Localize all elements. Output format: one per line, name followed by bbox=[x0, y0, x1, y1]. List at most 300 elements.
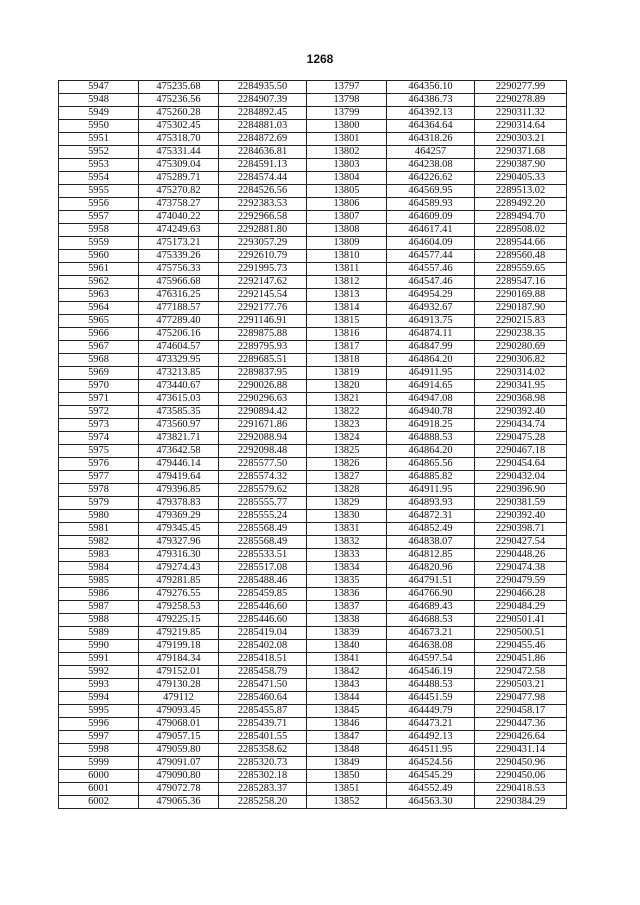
y-coordinate-cell: 2290392.40 bbox=[475, 510, 567, 523]
x-coordinate-cell: 479152.01 bbox=[139, 666, 219, 679]
x-coordinate-cell: 464947.08 bbox=[387, 393, 475, 406]
y-coordinate-cell: 2290187.90 bbox=[475, 302, 567, 315]
y-coordinate-cell: 2285574.32 bbox=[219, 471, 307, 484]
x-coordinate-cell: 464638.08 bbox=[387, 640, 475, 653]
x-coordinate-cell: 475270.82 bbox=[139, 185, 219, 198]
y-coordinate-cell: 2284881.03 bbox=[219, 120, 307, 133]
point-id-cell: 5956 bbox=[59, 198, 139, 211]
point-id-cell: 13811 bbox=[307, 263, 387, 276]
x-coordinate-cell: 475318.70 bbox=[139, 133, 219, 146]
table-row bbox=[59, 146, 567, 159]
table-row bbox=[59, 783, 567, 796]
table-row bbox=[59, 315, 567, 328]
y-coordinate-cell: 2284892.45 bbox=[219, 107, 307, 120]
point-id-cell: 13812 bbox=[307, 276, 387, 289]
x-coordinate-cell: 475339.26 bbox=[139, 250, 219, 263]
y-coordinate-cell: 2290396.90 bbox=[475, 484, 567, 497]
point-id-cell: 5957 bbox=[59, 211, 139, 224]
point-id-cell: 13836 bbox=[307, 588, 387, 601]
table-row bbox=[59, 159, 567, 172]
y-coordinate-cell: 2290215.83 bbox=[475, 315, 567, 328]
y-coordinate-cell: 2285446.60 bbox=[219, 614, 307, 627]
x-coordinate-cell: 479378.83 bbox=[139, 497, 219, 510]
y-coordinate-cell: 2290341.95 bbox=[475, 380, 567, 393]
x-coordinate-cell: 477188.57 bbox=[139, 302, 219, 315]
y-coordinate-cell: 2290278.89 bbox=[475, 94, 567, 107]
y-coordinate-cell: 2293057.29 bbox=[219, 237, 307, 250]
point-id-cell: 5947 bbox=[59, 81, 139, 94]
x-coordinate-cell: 464589.93 bbox=[387, 198, 475, 211]
page-number: 1268 bbox=[306, 52, 334, 66]
x-coordinate-cell: 475289.71 bbox=[139, 172, 219, 185]
x-coordinate-cell: 479316.30 bbox=[139, 549, 219, 562]
x-coordinate-cell: 479345.45 bbox=[139, 523, 219, 536]
point-id-cell: 5960 bbox=[59, 250, 139, 263]
table-row bbox=[59, 731, 567, 744]
table-row bbox=[59, 289, 567, 302]
y-coordinate-cell: 2290450.06 bbox=[475, 770, 567, 783]
point-id-cell: 13801 bbox=[307, 133, 387, 146]
point-id-cell: 5984 bbox=[59, 562, 139, 575]
x-coordinate-cell: 479072.78 bbox=[139, 783, 219, 796]
y-coordinate-cell: 2285460.64 bbox=[219, 692, 307, 705]
y-coordinate-cell: 2292881.80 bbox=[219, 224, 307, 237]
x-coordinate-cell: 464557.46 bbox=[387, 263, 475, 276]
y-coordinate-cell: 2289875.88 bbox=[219, 328, 307, 341]
x-coordinate-cell: 464913.75 bbox=[387, 315, 475, 328]
table-row bbox=[59, 692, 567, 705]
table-row bbox=[59, 198, 567, 211]
x-coordinate-cell: 479419.64 bbox=[139, 471, 219, 484]
y-coordinate-cell: 2285358.62 bbox=[219, 744, 307, 757]
point-id-cell: 5986 bbox=[59, 588, 139, 601]
x-coordinate-cell: 464492.13 bbox=[387, 731, 475, 744]
point-id-cell: 13829 bbox=[307, 497, 387, 510]
y-coordinate-cell: 2291671.86 bbox=[219, 419, 307, 432]
x-coordinate-cell: 473821.71 bbox=[139, 432, 219, 445]
y-coordinate-cell: 2290431.14 bbox=[475, 744, 567, 757]
point-id-cell: 5975 bbox=[59, 445, 139, 458]
x-coordinate-cell: 475966.68 bbox=[139, 276, 219, 289]
point-id-cell: 13802 bbox=[307, 146, 387, 159]
point-id-cell: 13833 bbox=[307, 549, 387, 562]
y-coordinate-cell: 2289837.95 bbox=[219, 367, 307, 380]
point-id-cell: 13830 bbox=[307, 510, 387, 523]
point-id-cell: 13852 bbox=[307, 796, 387, 809]
table-row bbox=[59, 185, 567, 198]
point-id-cell: 5972 bbox=[59, 406, 139, 419]
y-coordinate-cell: 2292088.94 bbox=[219, 432, 307, 445]
point-id-cell: 5963 bbox=[59, 289, 139, 302]
y-coordinate-cell: 2292966.58 bbox=[219, 211, 307, 224]
x-coordinate-cell: 479068.01 bbox=[139, 718, 219, 731]
point-id-cell: 13844 bbox=[307, 692, 387, 705]
x-coordinate-cell: 464865.56 bbox=[387, 458, 475, 471]
x-coordinate-cell: 473642.58 bbox=[139, 445, 219, 458]
y-coordinate-cell: 2289559.65 bbox=[475, 263, 567, 276]
point-id-cell: 13806 bbox=[307, 198, 387, 211]
x-coordinate-cell: 479446.14 bbox=[139, 458, 219, 471]
point-id-cell: 5965 bbox=[59, 315, 139, 328]
point-id-cell: 13838 bbox=[307, 614, 387, 627]
y-coordinate-cell: 2285418.51 bbox=[219, 653, 307, 666]
y-coordinate-cell: 2290384.29 bbox=[475, 796, 567, 809]
x-coordinate-cell: 464488.53 bbox=[387, 679, 475, 692]
coordinates-table bbox=[58, 80, 567, 809]
point-id-cell: 5999 bbox=[59, 757, 139, 770]
table-row bbox=[59, 627, 567, 640]
y-coordinate-cell: 2290381.59 bbox=[475, 497, 567, 510]
table-row bbox=[59, 601, 567, 614]
x-coordinate-cell: 464238.08 bbox=[387, 159, 475, 172]
point-id-cell: 5995 bbox=[59, 705, 139, 718]
y-coordinate-cell: 2285568.49 bbox=[219, 523, 307, 536]
y-coordinate-cell: 2291995.73 bbox=[219, 263, 307, 276]
table-row bbox=[59, 705, 567, 718]
y-coordinate-cell: 2292147.62 bbox=[219, 276, 307, 289]
table-row bbox=[59, 653, 567, 666]
point-id-cell: 5968 bbox=[59, 354, 139, 367]
y-coordinate-cell: 2290371.68 bbox=[475, 146, 567, 159]
x-coordinate-cell: 464473.21 bbox=[387, 718, 475, 731]
y-coordinate-cell: 2290450.96 bbox=[475, 757, 567, 770]
y-coordinate-cell: 2290311.32 bbox=[475, 107, 567, 120]
y-coordinate-cell: 2290405.33 bbox=[475, 172, 567, 185]
x-coordinate-cell: 464864.20 bbox=[387, 354, 475, 367]
point-id-cell: 13800 bbox=[307, 120, 387, 133]
point-id-cell: 13798 bbox=[307, 94, 387, 107]
table-row bbox=[59, 640, 567, 653]
point-id-cell: 6001 bbox=[59, 783, 139, 796]
x-coordinate-cell: 475309.04 bbox=[139, 159, 219, 172]
y-coordinate-cell: 2285258.20 bbox=[219, 796, 307, 809]
table-row bbox=[59, 94, 567, 107]
point-id-cell: 13849 bbox=[307, 757, 387, 770]
table-row bbox=[59, 172, 567, 185]
y-coordinate-cell: 2289492.20 bbox=[475, 198, 567, 211]
x-coordinate-cell: 479281.85 bbox=[139, 575, 219, 588]
point-id-cell: 5952 bbox=[59, 146, 139, 159]
y-coordinate-cell: 2285320.73 bbox=[219, 757, 307, 770]
table-row bbox=[59, 432, 567, 445]
y-coordinate-cell: 2290474.38 bbox=[475, 562, 567, 575]
point-id-cell: 5979 bbox=[59, 497, 139, 510]
point-id-cell: 5971 bbox=[59, 393, 139, 406]
point-id-cell: 5973 bbox=[59, 419, 139, 432]
point-id-cell: 13851 bbox=[307, 783, 387, 796]
x-coordinate-cell: 464932.67 bbox=[387, 302, 475, 315]
y-coordinate-cell: 2285458.79 bbox=[219, 666, 307, 679]
point-id-cell: 5990 bbox=[59, 640, 139, 653]
point-id-cell: 13841 bbox=[307, 653, 387, 666]
y-coordinate-cell: 2289560.48 bbox=[475, 250, 567, 263]
y-coordinate-cell: 2284872.69 bbox=[219, 133, 307, 146]
table-row bbox=[59, 302, 567, 315]
y-coordinate-cell: 2290458.17 bbox=[475, 705, 567, 718]
x-coordinate-cell: 464451.59 bbox=[387, 692, 475, 705]
y-coordinate-cell: 2290368.98 bbox=[475, 393, 567, 406]
y-coordinate-cell: 2292383.53 bbox=[219, 198, 307, 211]
y-coordinate-cell: 2290447.36 bbox=[475, 718, 567, 731]
point-id-cell: 5980 bbox=[59, 510, 139, 523]
point-id-cell: 5997 bbox=[59, 731, 139, 744]
y-coordinate-cell: 2290503.21 bbox=[475, 679, 567, 692]
point-id-cell: 5985 bbox=[59, 575, 139, 588]
x-coordinate-cell: 473440.67 bbox=[139, 380, 219, 393]
point-id-cell: 13840 bbox=[307, 640, 387, 653]
y-coordinate-cell: 2290296.63 bbox=[219, 393, 307, 406]
table-row bbox=[59, 419, 567, 432]
point-id-cell: 5988 bbox=[59, 614, 139, 627]
point-id-cell: 5951 bbox=[59, 133, 139, 146]
table-row bbox=[59, 523, 567, 536]
y-coordinate-cell: 2285283.37 bbox=[219, 783, 307, 796]
y-coordinate-cell: 2290418.53 bbox=[475, 783, 567, 796]
point-id-cell: 5959 bbox=[59, 237, 139, 250]
x-coordinate-cell: 464888.53 bbox=[387, 432, 475, 445]
x-coordinate-cell: 464838.07 bbox=[387, 536, 475, 549]
table-row bbox=[59, 406, 567, 419]
y-coordinate-cell: 2290454.64 bbox=[475, 458, 567, 471]
y-coordinate-cell: 2292610.79 bbox=[219, 250, 307, 263]
point-id-cell: 13797 bbox=[307, 81, 387, 94]
y-coordinate-cell: 2290169.88 bbox=[475, 289, 567, 302]
y-coordinate-cell: 2290426.64 bbox=[475, 731, 567, 744]
x-coordinate-cell: 464511.95 bbox=[387, 744, 475, 757]
y-coordinate-cell: 2290427.54 bbox=[475, 536, 567, 549]
point-id-cell: 5974 bbox=[59, 432, 139, 445]
y-coordinate-cell: 2290448.26 bbox=[475, 549, 567, 562]
y-coordinate-cell: 2285488.46 bbox=[219, 575, 307, 588]
point-id-cell: 13818 bbox=[307, 354, 387, 367]
x-coordinate-cell: 479059.80 bbox=[139, 744, 219, 757]
table-row bbox=[59, 367, 567, 380]
x-coordinate-cell: 464893.93 bbox=[387, 497, 475, 510]
point-id-cell: 13827 bbox=[307, 471, 387, 484]
x-coordinate-cell: 479219.85 bbox=[139, 627, 219, 640]
point-id-cell: 13822 bbox=[307, 406, 387, 419]
y-coordinate-cell: 2284636.81 bbox=[219, 146, 307, 159]
x-coordinate-cell: 464569.95 bbox=[387, 185, 475, 198]
x-coordinate-cell: 464356.10 bbox=[387, 81, 475, 94]
point-id-cell: 5977 bbox=[59, 471, 139, 484]
x-coordinate-cell: 473585.35 bbox=[139, 406, 219, 419]
y-coordinate-cell: 2290392.40 bbox=[475, 406, 567, 419]
point-id-cell: 5967 bbox=[59, 341, 139, 354]
x-coordinate-cell: 475236.56 bbox=[139, 94, 219, 107]
point-id-cell: 5987 bbox=[59, 601, 139, 614]
x-coordinate-cell: 475235.68 bbox=[139, 81, 219, 94]
y-coordinate-cell: 2285577.50 bbox=[219, 458, 307, 471]
y-coordinate-cell: 2289513.02 bbox=[475, 185, 567, 198]
table-row bbox=[59, 549, 567, 562]
y-coordinate-cell: 2285555.77 bbox=[219, 497, 307, 510]
point-id-cell: 5948 bbox=[59, 94, 139, 107]
y-coordinate-cell: 2285555.24 bbox=[219, 510, 307, 523]
y-coordinate-cell: 2290484.29 bbox=[475, 601, 567, 614]
x-coordinate-cell: 464604.09 bbox=[387, 237, 475, 250]
x-coordinate-cell: 464688.53 bbox=[387, 614, 475, 627]
y-coordinate-cell: 2285579.62 bbox=[219, 484, 307, 497]
x-coordinate-cell: 464918.25 bbox=[387, 419, 475, 432]
point-id-cell: 13835 bbox=[307, 575, 387, 588]
x-coordinate-cell: 479112 bbox=[139, 692, 219, 705]
x-coordinate-cell: 479258.53 bbox=[139, 601, 219, 614]
table-row bbox=[59, 445, 567, 458]
point-id-cell: 5996 bbox=[59, 718, 139, 731]
y-coordinate-cell: 2289795.93 bbox=[219, 341, 307, 354]
y-coordinate-cell: 2285455.87 bbox=[219, 705, 307, 718]
point-id-cell: 5993 bbox=[59, 679, 139, 692]
y-coordinate-cell: 2289544.66 bbox=[475, 237, 567, 250]
table-row bbox=[59, 107, 567, 120]
x-coordinate-cell: 464874.11 bbox=[387, 328, 475, 341]
table-row bbox=[59, 718, 567, 731]
point-id-cell: 13821 bbox=[307, 393, 387, 406]
y-coordinate-cell: 2284935.50 bbox=[219, 81, 307, 94]
table-row bbox=[59, 341, 567, 354]
y-coordinate-cell: 2285302.18 bbox=[219, 770, 307, 783]
point-id-cell: 13813 bbox=[307, 289, 387, 302]
x-coordinate-cell: 479093.45 bbox=[139, 705, 219, 718]
y-coordinate-cell: 2292145.54 bbox=[219, 289, 307, 302]
y-coordinate-cell: 2290475.28 bbox=[475, 432, 567, 445]
point-id-cell: 13847 bbox=[307, 731, 387, 744]
y-coordinate-cell: 2290306.82 bbox=[475, 354, 567, 367]
y-coordinate-cell: 2285419.04 bbox=[219, 627, 307, 640]
x-coordinate-cell: 464885.82 bbox=[387, 471, 475, 484]
y-coordinate-cell: 2290466.28 bbox=[475, 588, 567, 601]
y-coordinate-cell: 2292177.76 bbox=[219, 302, 307, 315]
y-coordinate-cell: 2284591.13 bbox=[219, 159, 307, 172]
table-row bbox=[59, 120, 567, 133]
x-coordinate-cell: 475173.21 bbox=[139, 237, 219, 250]
x-coordinate-cell: 464673.21 bbox=[387, 627, 475, 640]
table-row bbox=[59, 471, 567, 484]
y-coordinate-cell: 2289547.16 bbox=[475, 276, 567, 289]
table-row bbox=[59, 237, 567, 250]
point-id-cell: 13803 bbox=[307, 159, 387, 172]
y-coordinate-cell: 2289508.02 bbox=[475, 224, 567, 237]
x-coordinate-cell: 474249.63 bbox=[139, 224, 219, 237]
y-coordinate-cell: 2290026.88 bbox=[219, 380, 307, 393]
table-row bbox=[59, 380, 567, 393]
x-coordinate-cell: 464386.73 bbox=[387, 94, 475, 107]
table-row bbox=[59, 497, 567, 510]
x-coordinate-cell: 464563.30 bbox=[387, 796, 475, 809]
point-id-cell: 13848 bbox=[307, 744, 387, 757]
table-row bbox=[59, 536, 567, 549]
x-coordinate-cell: 479184.34 bbox=[139, 653, 219, 666]
y-coordinate-cell: 2290314.02 bbox=[475, 367, 567, 380]
point-id-cell: 13846 bbox=[307, 718, 387, 731]
x-coordinate-cell: 479225.15 bbox=[139, 614, 219, 627]
x-coordinate-cell: 479130.28 bbox=[139, 679, 219, 692]
x-coordinate-cell: 464449.79 bbox=[387, 705, 475, 718]
x-coordinate-cell: 464617.41 bbox=[387, 224, 475, 237]
y-coordinate-cell: 2290894.42 bbox=[219, 406, 307, 419]
table-row bbox=[59, 679, 567, 692]
x-coordinate-cell: 464791.51 bbox=[387, 575, 475, 588]
x-coordinate-cell: 464812.85 bbox=[387, 549, 475, 562]
x-coordinate-cell: 464364.64 bbox=[387, 120, 475, 133]
y-coordinate-cell: 2290479.59 bbox=[475, 575, 567, 588]
y-coordinate-cell: 2290451.86 bbox=[475, 653, 567, 666]
point-id-cell: 13819 bbox=[307, 367, 387, 380]
x-coordinate-cell: 464689.43 bbox=[387, 601, 475, 614]
x-coordinate-cell: 473560.97 bbox=[139, 419, 219, 432]
x-coordinate-cell: 479091.07 bbox=[139, 757, 219, 770]
y-coordinate-cell: 2290434.74 bbox=[475, 419, 567, 432]
point-id-cell: 13815 bbox=[307, 315, 387, 328]
y-coordinate-cell: 2285517.08 bbox=[219, 562, 307, 575]
y-coordinate-cell: 2290238.35 bbox=[475, 328, 567, 341]
x-coordinate-cell: 464392.13 bbox=[387, 107, 475, 120]
y-coordinate-cell: 2290303.21 bbox=[475, 133, 567, 146]
y-coordinate-cell: 2285401.55 bbox=[219, 731, 307, 744]
point-id-cell: 13843 bbox=[307, 679, 387, 692]
y-coordinate-cell: 2290398.71 bbox=[475, 523, 567, 536]
point-id-cell: 13807 bbox=[307, 211, 387, 224]
point-id-cell: 13823 bbox=[307, 419, 387, 432]
y-coordinate-cell: 2290500.51 bbox=[475, 627, 567, 640]
point-id-cell: 5953 bbox=[59, 159, 139, 172]
point-id-cell: 5966 bbox=[59, 328, 139, 341]
x-coordinate-cell: 474040.22 bbox=[139, 211, 219, 224]
y-coordinate-cell: 2285568.49 bbox=[219, 536, 307, 549]
point-id-cell: 5962 bbox=[59, 276, 139, 289]
point-id-cell: 13845 bbox=[307, 705, 387, 718]
x-coordinate-cell: 464864.20 bbox=[387, 445, 475, 458]
table-row bbox=[59, 393, 567, 406]
point-id-cell: 5961 bbox=[59, 263, 139, 276]
table-row bbox=[59, 354, 567, 367]
y-coordinate-cell: 2290501.41 bbox=[475, 614, 567, 627]
point-id-cell: 13817 bbox=[307, 341, 387, 354]
point-id-cell: 13805 bbox=[307, 185, 387, 198]
point-id-cell: 13826 bbox=[307, 458, 387, 471]
point-id-cell: 5949 bbox=[59, 107, 139, 120]
x-coordinate-cell: 464914.65 bbox=[387, 380, 475, 393]
point-id-cell: 6000 bbox=[59, 770, 139, 783]
y-coordinate-cell: 2290387.90 bbox=[475, 159, 567, 172]
x-coordinate-cell: 464547.46 bbox=[387, 276, 475, 289]
x-coordinate-cell: 464911.95 bbox=[387, 367, 475, 380]
point-id-cell: 13824 bbox=[307, 432, 387, 445]
x-coordinate-cell: 475302.45 bbox=[139, 120, 219, 133]
table-row bbox=[59, 575, 567, 588]
x-coordinate-cell: 464872.31 bbox=[387, 510, 475, 523]
x-coordinate-cell: 479274.43 bbox=[139, 562, 219, 575]
x-coordinate-cell: 476316.25 bbox=[139, 289, 219, 302]
point-id-cell: 5964 bbox=[59, 302, 139, 315]
y-coordinate-cell: 2290432.04 bbox=[475, 471, 567, 484]
point-id-cell: 6002 bbox=[59, 796, 139, 809]
table-row bbox=[59, 588, 567, 601]
point-id-cell: 13839 bbox=[307, 627, 387, 640]
table-row bbox=[59, 224, 567, 237]
table-row bbox=[59, 458, 567, 471]
x-coordinate-cell: 473329.95 bbox=[139, 354, 219, 367]
coordinates-table-body bbox=[59, 81, 567, 809]
point-id-cell: 5955 bbox=[59, 185, 139, 198]
point-id-cell: 13809 bbox=[307, 237, 387, 250]
x-coordinate-cell: 464524.56 bbox=[387, 757, 475, 770]
y-coordinate-cell: 2285471.50 bbox=[219, 679, 307, 692]
x-coordinate-cell: 464609.09 bbox=[387, 211, 475, 224]
point-id-cell: 5982 bbox=[59, 536, 139, 549]
y-coordinate-cell: 2289685.51 bbox=[219, 354, 307, 367]
